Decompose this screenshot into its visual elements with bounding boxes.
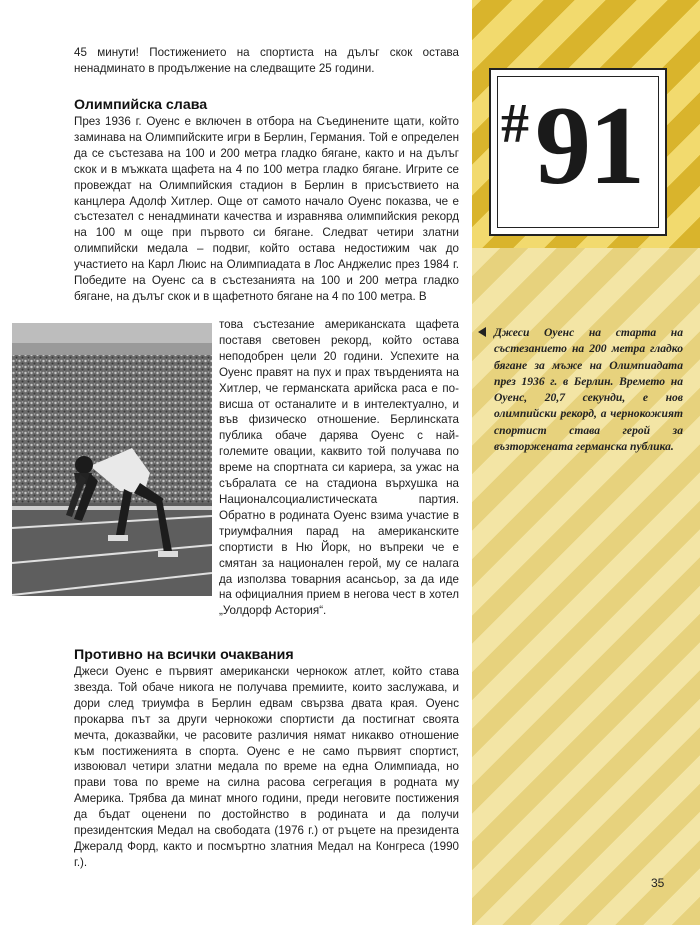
badge-hash: # xyxy=(501,93,529,155)
intro-block xyxy=(74,45,459,77)
intro-paragraph: 45 минути! Постижението на спортиста на дълъг скок остава ненадминато в продължение на следващите 25 години. xyxy=(74,46,459,75)
athlete-photo xyxy=(12,323,212,596)
section-paragraph: През 1936 г. Оуенс е включен в отбора на Съединените щати, който заминава на Олимпийските игри в Берлин, Германия. Той е определен да се състезава на 100 и 200 метра гладко бягане, както и на дълъг скок и в мъжката щафета на 4 по 100 метра гладко бягане. Игрите се провеждат на Олимпийския стадион в Берлин в присъствието на канцлера Адолф Хитлер. Още от самото начало Оуенс показва, че е състезател с ненадминати качества и изравнява олимпийския рекорд на 100 м още при първото си бягане. Следват четири златни олимпийски медала – подвиг, който остава недостижим чак до участието на Карл Люис на Олимпиадата в Лос Анджелис през 1984 г. Победите на Оуенс са в състезанията на 100 и 200 метра гладко бягане, на дълъг скок и в щафетното бягане на 4 по 100 метра. В xyxy=(74,115,459,303)
photo-caption xyxy=(478,325,683,455)
section-olympic-glory xyxy=(74,96,459,305)
section-against-all-odds xyxy=(74,646,459,871)
left-triangle-icon xyxy=(478,327,486,337)
caption-text: Джеси Оуенс на старта на състезанието на 200 метра гладко бягане за мъже на Олимпиадата през 1936 г. в Берлин. Времето на Оуенс, 20,7 секунди, е нов олимпийски рекорд, а чернокожият спортист става герой за възторжената германска публика. xyxy=(494,326,683,454)
section-paragraph: Джеси Оуенс е първият американски чернокож атлет, който става звезда. Той обаче никога не получава премиите, които заслужава, и дори след триумфа в Берлин едвам свързва двата края. Оуенс прокарва път за други чернокожи спортисти да постигнат своята мечта, доказвайки, че расовите различия нямат никакво отношение към постиженията в спорта. Оуенс е не само първият спортист, извоювал четири златни медала по време на една Олимпиада, но прави това по време на силна расова сегрегация в родната му Америка. Трябва да минат много години, преди неговите постижения да бъдат оценени по достойнство в родината и да получи президентския Медал на свободата (1976 г.) от ръцете на президента Джералд Форд, както и посмъртно златния Медал на Конгреса (1990 г.). xyxy=(74,665,459,869)
athlete-start-illustration xyxy=(12,323,212,596)
wrapped-text-block xyxy=(219,317,459,619)
section-heading: Противно на всички очаквания xyxy=(74,647,294,663)
wrapped-paragraph: това състезание американската щафета поставя световен рекорд, който остава неподобрен цели 20 години. Успехите на Оуенс правят на пух и прах твърденията на Хитлер, че германската арийска раса е по-висша от останалите и в интелектуално, и във физическо отношение. Берлинската публика обаче дарява Оуенс с най-големите овации, каквито той получава по време на спортната си кариера, за ужас на събралата се на стадиона върхушка на Националсоциалистическата партия. Обратно в родината Оуенс взима участие в триумфалния парад на американските спортисти в Ню Йорк, но въпреки че е смятан за национален герой, му се налага да използва товарния асансьор, за да иде на официалния прием в негова чест в хотел „Уолдорф Астория“. xyxy=(219,318,459,618)
page-number: 35 xyxy=(651,876,665,890)
section-heading: Олимпийска слава xyxy=(74,97,208,113)
badge-number: 91 xyxy=(535,84,643,208)
number-badge xyxy=(489,68,667,236)
